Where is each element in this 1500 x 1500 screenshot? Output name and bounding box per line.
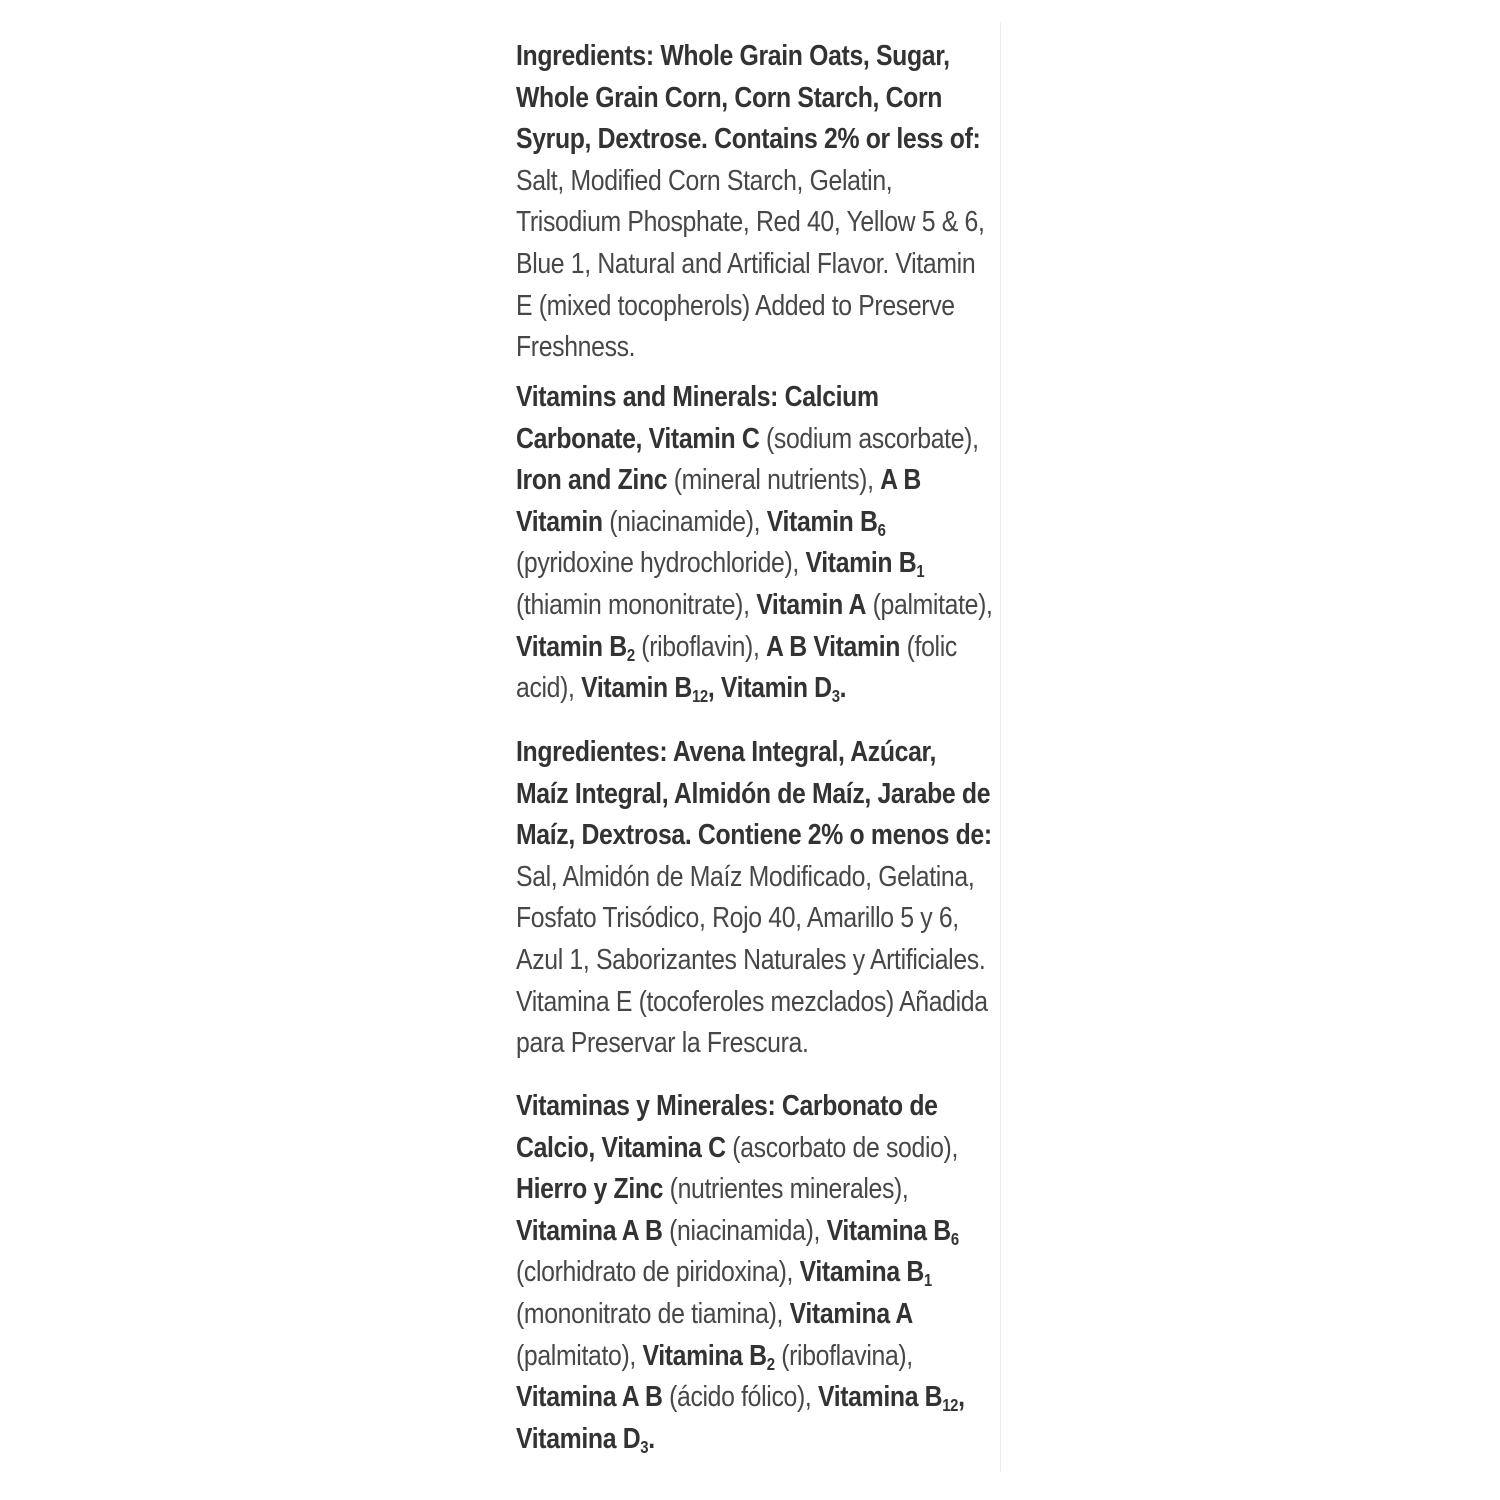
bold-text: Vitamina A B (516, 1214, 663, 1247)
regular-text: (clorhidrato de piridoxina), (516, 1256, 800, 1289)
bold-text: Vitaminas y Minerales: Carbonato de (516, 1090, 938, 1122)
regular-text: para Preservar la Frescura. (516, 1027, 809, 1060)
bold-text: Vitamina B (799, 1256, 924, 1289)
text-line (516, 1336, 933, 1378)
text-line (516, 36, 950, 78)
regular-text: (riboflavina), (774, 1339, 913, 1372)
subscript-text: 2 (766, 1353, 775, 1374)
regular-text: Salt, Modified Corn Starch, Gelatin, (516, 164, 893, 197)
regular-text: E (mixed tocopherols) Added to Preserve (516, 289, 955, 322)
regular-text: (folic (900, 630, 957, 663)
text-line (516, 585, 993, 627)
bold-text: A B Vitamin (766, 630, 901, 663)
bold-text: Vitamina A (789, 1297, 913, 1330)
spanish-ingredients-paragraph (516, 732, 992, 1065)
bold-text: Iron and Zinc (516, 464, 668, 497)
regular-text: (mineral nutrients), (667, 464, 881, 497)
bold-text: Carbonate, Vitamin C (516, 422, 760, 455)
regular-text: acid), (516, 672, 582, 705)
bold-text: Maíz, Dextrosa. Contiene 2% o menos de: (516, 819, 992, 852)
bold-text: Maíz Integral, Almidón de Maíz, Jarabe de (516, 777, 991, 810)
text-line (516, 1169, 933, 1211)
text-line (516, 419, 979, 461)
bold-text: . (648, 1422, 655, 1455)
bold-text: Ingredientes: Avena Integral, Azúcar, (516, 736, 937, 768)
bold-text: , Vitamin D (707, 672, 832, 705)
regular-text: (riboflavin), (634, 630, 767, 663)
text-line (516, 668, 933, 710)
bold-text: , (958, 1381, 965, 1414)
bold-text: Whole Grain Corn, Corn Starch, Corn (516, 81, 943, 114)
text-line (516, 1252, 933, 1294)
bold-text: Calcio, Vitamina C (516, 1131, 726, 1164)
text-line (516, 1419, 933, 1461)
regular-text: (thiamin mononitrate), (516, 588, 757, 621)
text-line (516, 460, 933, 502)
text-line (516, 627, 957, 669)
text-line (516, 940, 986, 982)
regular-text: (niacinamida), (662, 1214, 827, 1247)
text-line (516, 286, 955, 328)
regular-text: (palmitate), (866, 588, 993, 621)
subscript-text: 6 (877, 519, 886, 540)
subscript-text: 3 (831, 686, 840, 707)
bold-text: Vitamina B (642, 1339, 767, 1372)
text-line (516, 857, 975, 899)
text-line (516, 377, 933, 419)
bold-text: Vitamina B (826, 1214, 951, 1247)
regular-text: Blue 1, Natural and Artificial Flavor. Vitamin (516, 247, 976, 280)
subscript-text: 1 (923, 1270, 932, 1291)
regular-text: Sal, Almidón de Maíz Modificado, Gelatina, (516, 860, 975, 893)
text-line (516, 1023, 933, 1065)
regular-text: Trisodium Phosphate, Red 40, Yellow 5 & 6, (516, 206, 985, 239)
text-line (516, 161, 933, 203)
text-line (516, 982, 988, 1024)
bold-text: Vitamin B (805, 547, 917, 580)
regular-text: (sodium ascorbate), (759, 422, 979, 455)
subscript-text: 12 (691, 686, 708, 707)
subscript-text: 1 (916, 561, 925, 582)
regular-text: (ácido fólico), (662, 1381, 818, 1414)
text-line (516, 78, 943, 120)
bold-text: Syrup, Dextrose. Contains 2% or less of: (516, 123, 981, 156)
text-line (516, 502, 933, 544)
bold-text: Vitamina A B (516, 1381, 663, 1414)
bold-text: Vitamin B (766, 505, 878, 538)
regular-text: (ascorbato de sodio), (725, 1131, 959, 1164)
bold-text: . (839, 672, 847, 705)
text-line (516, 1377, 965, 1419)
text-line (516, 244, 976, 286)
bold-text: Vitamin A (756, 588, 867, 621)
regular-text: (niacinamide), (602, 505, 767, 538)
text-line (516, 1086, 938, 1128)
regular-text: (pyridoxine hydrochloride), (516, 547, 806, 580)
text-line (516, 774, 991, 816)
text-line (516, 732, 937, 774)
subscript-text: 2 (626, 644, 635, 665)
text-line (516, 1128, 959, 1170)
bold-text: Vitamin B (581, 672, 692, 705)
regular-text: Azul 1, Saborizantes Naturales y Artificiales. (516, 943, 986, 976)
text-line (516, 119, 981, 161)
text-line (516, 543, 933, 585)
subscript-text: 3 (640, 1436, 649, 1457)
spanish-vitamins-minerals-paragraph (516, 1086, 965, 1460)
regular-text: Fosfato Trisódico, Rojo 40, Amarillo 5 y 6, (516, 902, 959, 935)
english-ingredients-paragraph (516, 36, 985, 369)
regular-text: Vitamina E (tocoferoles mezclados) Añadida (516, 985, 988, 1018)
bold-text: Vitamina B (817, 1381, 943, 1414)
regular-text: Freshness. (516, 331, 636, 364)
text-line (516, 815, 992, 857)
english-vitamins-minerals-paragraph (516, 377, 993, 710)
bold-text: Vitamins and Minerals: Calcium (516, 381, 879, 413)
bold-text: Vitamina D (516, 1422, 641, 1455)
bold-text: Vitamin B (516, 630, 627, 663)
text-line (516, 1294, 933, 1336)
bold-text: Hierro y Zinc (516, 1173, 664, 1206)
subscript-text: 12 (942, 1395, 959, 1416)
regular-text: (mononitrato de tiamina), (516, 1297, 790, 1330)
text-line (516, 327, 933, 369)
bold-text: Vitamin (516, 505, 603, 538)
text-line (516, 202, 985, 244)
subscript-text: 6 (950, 1228, 959, 1249)
text-line (516, 1211, 959, 1253)
regular-text: (nutrientes minerales), (663, 1173, 909, 1206)
bold-text: Ingredients: Whole Grain Oats, Sugar, (516, 40, 950, 72)
bold-text: A B (880, 464, 921, 497)
text-line (516, 898, 959, 940)
regular-text: (palmitato), (516, 1339, 643, 1372)
